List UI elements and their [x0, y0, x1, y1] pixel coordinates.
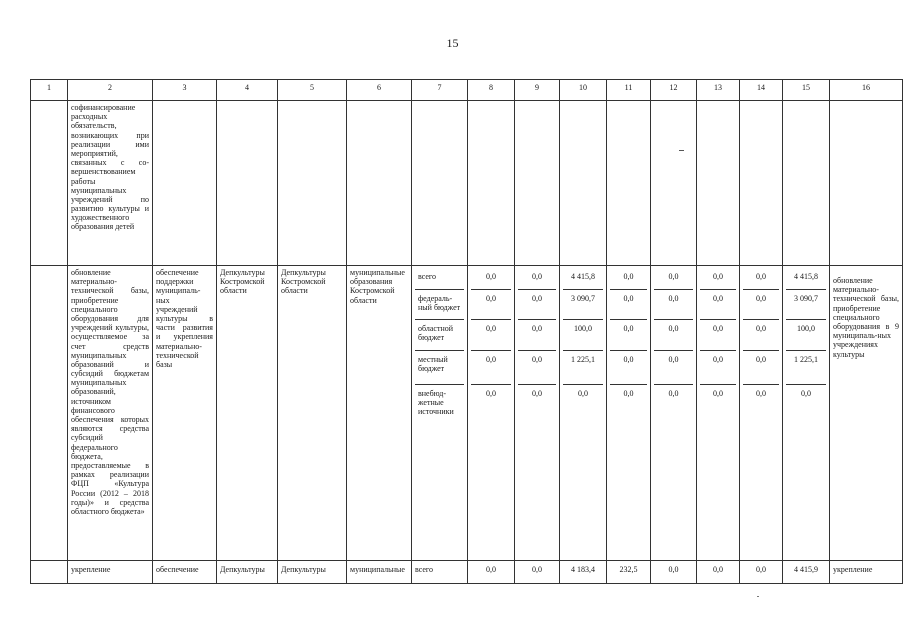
budget-administrator: Депкультуры [278, 561, 347, 584]
col-header: 9 [515, 80, 560, 101]
col-header: 4 [217, 80, 278, 101]
co-executor: муниципальные образования Костромской области [347, 266, 412, 561]
table-cell [651, 101, 697, 266]
value-column-11 [607, 266, 651, 561]
value-column-8 [468, 266, 515, 561]
value-cell: 0,0 [471, 290, 511, 320]
value-cell: 0,0 [578, 389, 588, 398]
value-column-15 [783, 266, 830, 561]
program-table [30, 79, 903, 584]
value-cell: 0,0 [610, 290, 647, 320]
budget-administrator: Депкультуры Костромской области [278, 266, 347, 561]
value-cell: 0,0 [654, 268, 693, 290]
col-header: 1 [31, 80, 68, 101]
value-cell: 4 183,4 [560, 561, 607, 584]
source-total-label: всего [415, 268, 464, 290]
activity-goal: обеспечение поддержки муниципаль-ных учреждений культуры в части развития и укрепления материально-технической базы [153, 266, 217, 561]
value-cell: 0,0 [713, 389, 723, 398]
value-cell: 3 090,7 [563, 290, 603, 320]
source-total-label: всего [412, 561, 468, 584]
source-local-label: местный бюджет [415, 351, 464, 385]
table-cell [31, 561, 68, 584]
table-cell [347, 101, 412, 266]
col-header: 3 [153, 80, 217, 101]
value-column-14 [740, 266, 783, 561]
value-cell: 0,0 [651, 561, 697, 584]
value-cell: 0,0 [743, 351, 779, 385]
table-cell [278, 101, 347, 266]
scan-mark [679, 150, 684, 151]
value-cell: 4 415,9 [783, 561, 830, 584]
value-cell: 0,0 [532, 389, 542, 398]
value-column-10 [560, 266, 607, 561]
col-header: 16 [830, 80, 903, 101]
value-cell: 232,5 [607, 561, 651, 584]
source-extrabudget-label: внебюд-жетные источники [418, 389, 454, 417]
value-cell: 0,0 [518, 290, 556, 320]
table-cell [560, 101, 607, 266]
scan-mark [757, 596, 759, 597]
table-cell [153, 101, 217, 266]
value-column-12 [651, 266, 697, 561]
value-cell: 0,0 [471, 351, 511, 385]
col-header: 13 [697, 80, 740, 101]
value-cell: 0,0 [743, 290, 779, 320]
value-cell: 1 225,1 [786, 351, 826, 385]
table-cell [217, 101, 278, 266]
value-cell: 0,0 [471, 268, 511, 290]
responsible-executor: Депкультуры [217, 561, 278, 584]
table-cell [515, 101, 560, 266]
value-cell: 0,0 [700, 320, 736, 351]
value-cell: 0,0 [610, 320, 647, 351]
value-cell: 4 415,8 [786, 268, 826, 290]
expected-result: обновление материально-технической базы, приобретение специального оборудования в 9 муниципаль-ных учреждениях культуры [830, 266, 903, 561]
value-cell: 0,0 [518, 320, 556, 351]
value-cell: 0,0 [697, 561, 740, 584]
value-cell: 0,0 [623, 389, 634, 398]
table-cell [412, 101, 468, 266]
value-cell: 0,0 [471, 320, 511, 351]
value-cell: 0,0 [486, 389, 496, 398]
value-cell: 0,0 [610, 268, 647, 290]
value-cell: 0,0 [743, 268, 779, 290]
value-cell: 0,0 [518, 268, 556, 290]
value-cell: 0,0 [654, 320, 693, 351]
col-header: 11 [607, 80, 651, 101]
value-cell: 0,0 [700, 290, 736, 320]
table-row-cofinancing [31, 101, 903, 266]
responsible-executor: Депкультуры Костромской области [217, 266, 278, 561]
funding-source-column [412, 266, 468, 561]
value-cell: 100,0 [563, 320, 603, 351]
value-cell: 0,0 [700, 351, 736, 385]
value-cell: 1 225,1 [563, 351, 603, 385]
table-cell [783, 101, 830, 266]
col-header: 15 [783, 80, 830, 101]
table-cell [31, 101, 68, 266]
value-cell: 0,0 [515, 561, 560, 584]
value-cell: 3 090,7 [786, 290, 826, 320]
value-cell: 0,0 [801, 389, 811, 398]
value-cell: 100,0 [786, 320, 826, 351]
value-cell: 0,0 [654, 290, 693, 320]
source-federal-label: федераль-ный бюджет [415, 290, 464, 320]
col-header: 8 [468, 80, 515, 101]
value-cell: 0,0 [756, 389, 766, 398]
value-column-13 [697, 266, 740, 561]
page-number: 15 [446, 36, 459, 50]
value-cell: 0,0 [743, 320, 779, 351]
value-cell: 0,0 [668, 389, 679, 398]
value-cell: 0,0 [518, 351, 556, 385]
col-header: 6 [347, 80, 412, 101]
value-cell: 0,0 [654, 351, 693, 385]
table-row-strengthen [31, 561, 903, 584]
activity-goal: обеспечение [153, 561, 217, 584]
col-header: 10 [560, 80, 607, 101]
value-cell: 0,0 [700, 268, 736, 290]
col-header: 2 [68, 80, 153, 101]
col-header: 7 [412, 80, 468, 101]
activity-description: обновление материально-технической базы, приобретение специального оборудования для учреждений культуры, осуществляемое за счет средств муниципальных образований и субсидий бюджетам муниципальных образований, источником финансового обеспечения которых являются средства субсидий федерального бюджета, предоставляемые в рамках реализации ФЦП «Культура России (2012 – 2018 годы)» и средства областного бюджета» [68, 266, 153, 561]
source-regional-label: областной бюджет [415, 320, 464, 351]
table-row-renewal [31, 266, 903, 561]
activity-description: софинансирование расходных обязательств, возникающих при реализации ими мероприятий, связанных с со-вершенствованием работы муниципальных учреждений по развитию культуры и художественного образования детей [68, 101, 153, 266]
column-number-row [31, 80, 903, 101]
table-cell [468, 101, 515, 266]
table-cell [740, 101, 783, 266]
expected-result: укрепление [830, 561, 903, 584]
table-cell [830, 101, 903, 266]
value-cell: 4 415,8 [563, 268, 603, 290]
value-cell: 0,0 [468, 561, 515, 584]
table-cell [607, 101, 651, 266]
activity-description: укрепление [68, 561, 153, 584]
col-header: 14 [740, 80, 783, 101]
col-header: 12 [651, 80, 697, 101]
col-header: 5 [278, 80, 347, 101]
value-cell: 0,0 [740, 561, 783, 584]
table-cell [31, 266, 68, 561]
co-executor: муниципальные [347, 561, 412, 584]
value-cell: 0,0 [610, 351, 647, 385]
table-cell [697, 101, 740, 266]
value-column-9 [515, 266, 560, 561]
